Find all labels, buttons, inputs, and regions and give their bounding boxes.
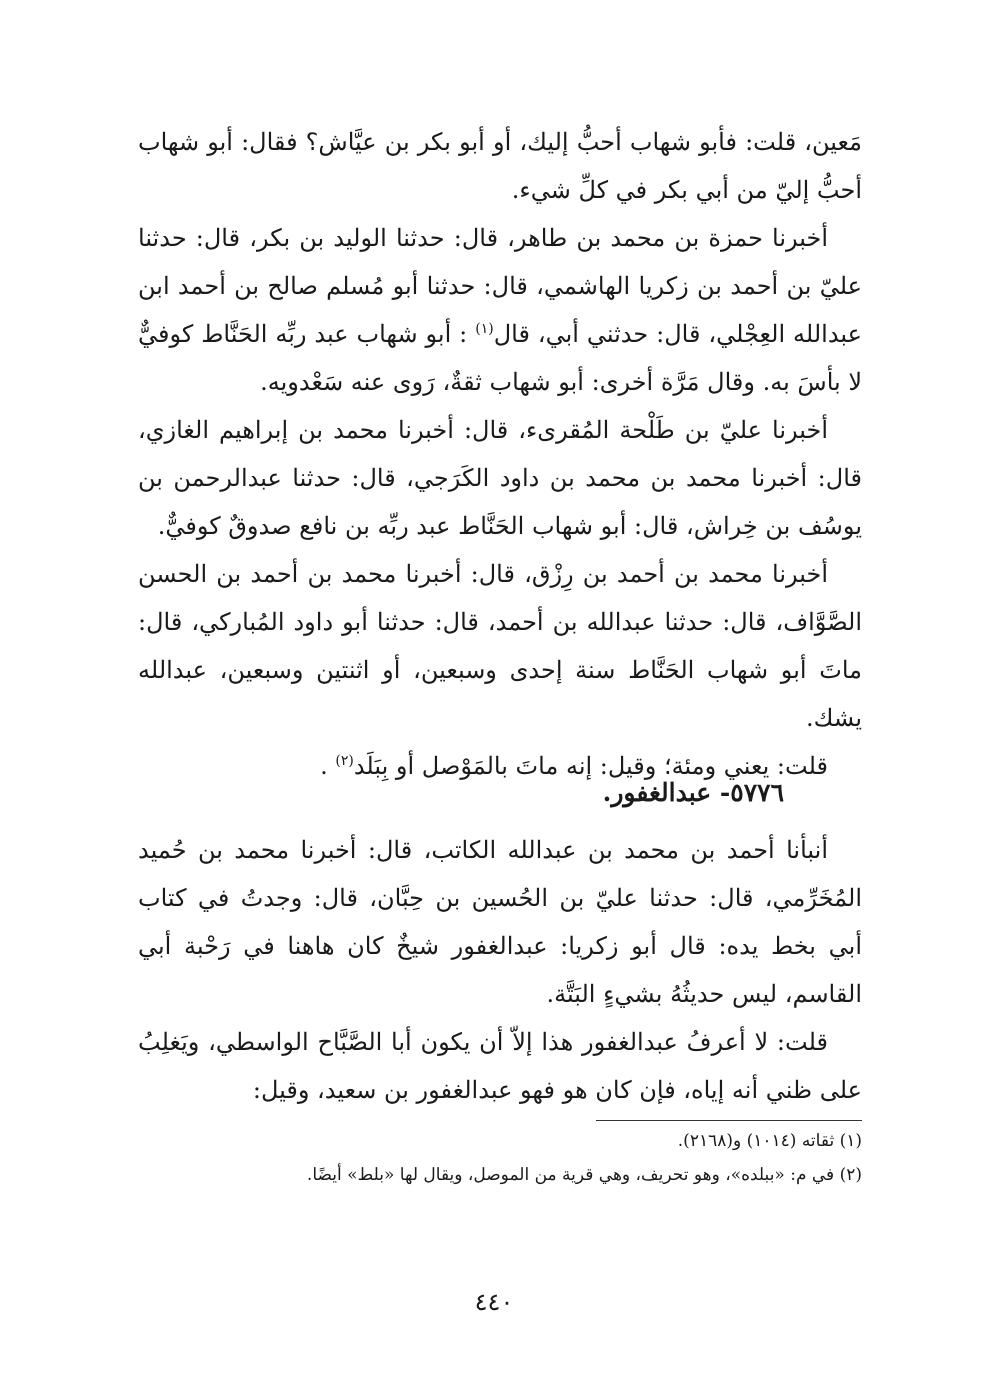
paragraph-7: قلت: لا أعرفُ عبدالغفور هذا إلاّ أن يكون أبا الصَّبَّاح الواسطي، ويَغلِبُ على ظني أنه إياه، فإن كان هو فهو عبدالغفور بن سعيد، وقيل:	[138, 1028, 862, 1104]
paragraph-2-text: أخبرنا حمزة بن محمد بن طاهر، قال: حدثنا الوليد بن بكر، قال: حدثنا عليّ بن أحمد بن زكريا الهاشمي، قال: حدثنا أبو مُسلم صالح بن أحمد ابن عبدالله العِجْلي، قال: حدثني أبي، قال	[138, 224, 862, 348]
paragraph-2-tail: : أبو شهاب عبد ربِّه الحَنَّاط كوفيٌّ لا بأسَ به. وقال مَرَّة أخرى: أبو شهاب ثقةٌ، رَوى عنه سَعْدويه.	[138, 320, 862, 396]
paragraph-2	[138, 214, 862, 406]
footnote-ref-1: (١)	[475, 321, 494, 337]
footnote-divider	[596, 1120, 862, 1121]
paragraph-4: أخبرنا محمد بن أحمد بن رِزْق، قال: أخبرنا محمد بن أحمد بن الحسن الصَّوَّاف، قال: حدثنا عبدالله بن أحمد، قال: حدثنا أبو داود المُباركي، قال: ماتَ أبو شهاب الحَنَّاط سنة إحدى وسبعين، أو اثنتين وسبعين، عبدالله يشك.	[138, 560, 862, 732]
footnote-1: (١) ثقاته (١٠١٤) و(٢١٦٨).	[677, 1131, 862, 1151]
entry-heading: ٥٧٧٦- عبدالغفور.	[602, 778, 784, 807]
main-text-upper	[138, 118, 862, 790]
paragraph-5-end: .	[320, 752, 328, 780]
paragraph-6: أنبأنا أحمد بن محمد بن عبدالله الكاتب، قال: أخبرنا محمد بن حُميد المُخَرِّمي، قال: حدثنا عليّ بن الحُسين بن حِبَّان، قال: وجدتُ في كتاب أبي بخط يده: قال أبو زكريا: عبدالغفور شيخٌ كان هاهنا في رَحْبة أبي القاسم، ليس حديثُهُ بشيءٍ البَتَّة.	[138, 836, 863, 1008]
paragraph-3: أخبرنا عليّ بن طَلْحة المُقرىء، قال: أخبرنا محمد بن إبراهيم الغازي، قال: أخبرنا محمد بن محمد بن داود الكَرَجي، قال: حدثنا عبدالرحمن بن يوسُف بن خِراش، قال: أبو شهاب الحَنَّاط عبد ربِّه بن نافع صدوقٌ كوفيٌّ.	[138, 416, 862, 540]
footnote-ref-2: (٢)	[335, 753, 354, 769]
paragraph-1: مَعين، قلت: فأبو شهاب أحبُّ إليك، أو أبو بكر بن عيَّاش؟ فقال: أبو شهاب أحبُّ إليّ من أبي بكر في كلِّ شيء.	[138, 128, 862, 204]
page-number: ٤٤٠	[474, 1288, 514, 1316]
main-text-lower	[138, 826, 862, 1114]
footnote-2: (٢) في م: «ببلده»، وهو تحريف، وهي قرية من الموصل، ويقال لها «بلط» أيضًا.	[306, 1165, 862, 1185]
footnotes	[138, 1124, 862, 1192]
paragraph-5-text: قلت: يعني ومئة؛ وقيل: إنه ماتَ بالمَوْصل أو بِبَلَد	[353, 752, 828, 780]
